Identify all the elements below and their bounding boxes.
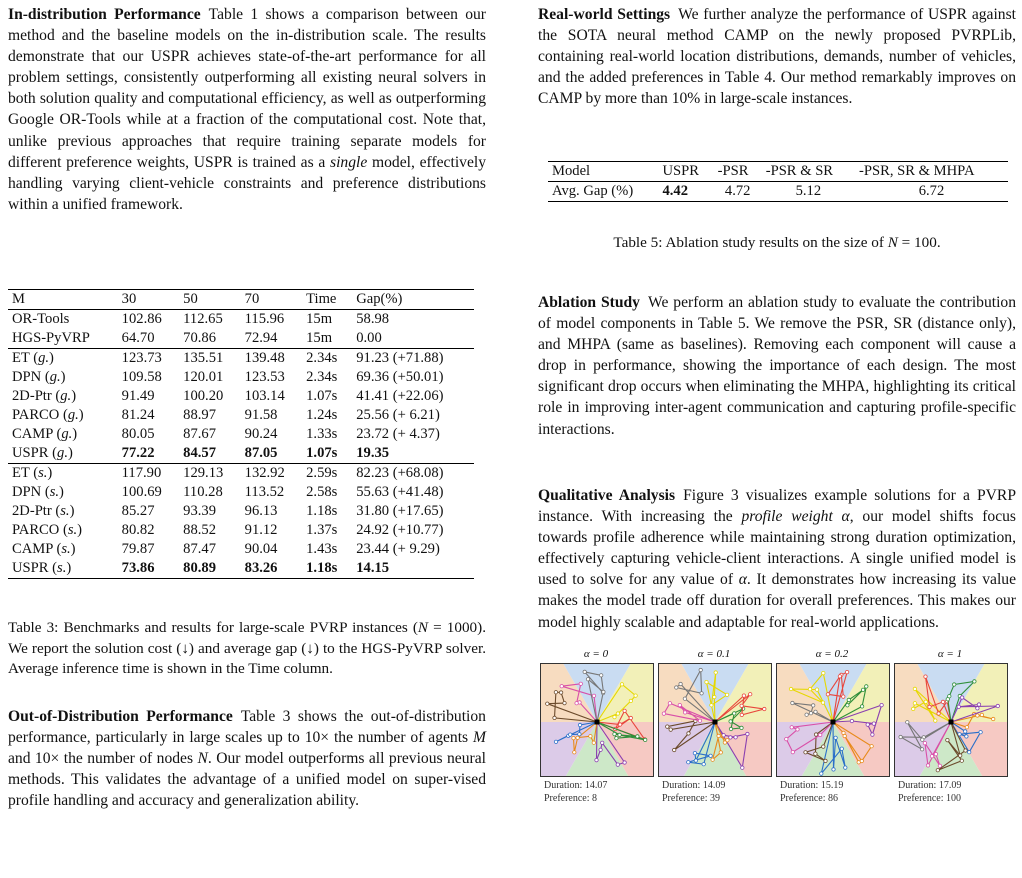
figure-client-node	[790, 726, 793, 729]
figure-preference-label: Preference: 8	[544, 793, 598, 804]
figure-client-node	[880, 703, 883, 706]
figure-client-node	[934, 752, 937, 755]
figure-panel-plot	[658, 663, 772, 777]
figure-client-node	[822, 671, 825, 674]
figure-client-node	[923, 741, 926, 744]
figure-client-node	[714, 671, 717, 674]
figure-panel-title: α = 0.2	[815, 648, 849, 660]
figure-client-node	[866, 723, 869, 726]
figure-client-node	[936, 769, 939, 772]
figure-client-node	[960, 696, 963, 699]
figure-client-node	[634, 694, 637, 697]
figure-client-node	[687, 761, 690, 764]
table-5-caption: Table 5: Ablation study results on the size of N = 100.	[613, 234, 941, 251]
figure-client-node	[899, 735, 902, 738]
figure-client-node	[554, 740, 557, 743]
figure-client-node	[740, 726, 743, 729]
figure-client-node	[746, 732, 749, 735]
figure-client-node	[662, 712, 665, 715]
ablation-heading: Ablation Study	[538, 294, 640, 311]
figure-client-node	[865, 685, 868, 688]
figure-client-node	[913, 687, 916, 690]
figure-client-node	[602, 690, 605, 693]
figure-client-node	[957, 705, 960, 708]
figure-client-node	[613, 715, 616, 718]
figure-client-node	[976, 714, 979, 717]
table-3-row: ET (s.) 117.90 129.13 132.92 2.59s 82.23 (+68.08)	[8, 464, 474, 484]
figure-depot	[831, 720, 836, 725]
figure-client-node	[846, 704, 849, 707]
figure-client-node	[844, 766, 847, 769]
figure-client-node	[553, 716, 556, 719]
figure-panel-title: α = 1	[937, 648, 963, 660]
figure-client-node	[812, 704, 815, 707]
figure-client-node	[840, 747, 843, 750]
table-5-header-row: Model USPR -PSR -PSR & SR -PSR, SR & MHPA	[548, 162, 1008, 182]
table-5	[548, 161, 1008, 202]
figure-client-node	[734, 736, 737, 739]
figure-client-node	[928, 705, 931, 708]
figure-client-node	[860, 759, 863, 762]
real-world-heading: Real-world Settings	[538, 6, 671, 23]
table-3-row: CAMP (s.) 79.87 87.47 90.04 1.43s 23.44 (+ 9.29)	[12, 541, 440, 557]
figure-client-node	[729, 720, 732, 723]
figure-client-node	[871, 733, 874, 736]
figure-client-node	[618, 723, 621, 726]
figure-client-node	[912, 707, 915, 710]
figure-client-node	[809, 712, 812, 715]
figure-client-node	[964, 749, 967, 752]
figure-client-node	[948, 695, 951, 698]
figure-client-node	[953, 683, 956, 686]
figure-client-node	[629, 699, 632, 702]
figure-client-node	[992, 717, 995, 720]
figure-client-node	[572, 736, 575, 739]
figure-client-node	[546, 702, 549, 705]
figure-client-node	[576, 736, 579, 739]
figure-client-node	[870, 745, 873, 748]
figure-client-node	[740, 704, 743, 707]
figure-client-node	[814, 752, 817, 755]
figure-client-node	[934, 719, 937, 722]
figure-client-node	[563, 701, 566, 704]
figure-client-node	[913, 702, 916, 705]
figure-panel-title: α = 0	[583, 648, 609, 660]
figure-client-node	[709, 754, 712, 757]
figure-client-node	[592, 694, 595, 697]
figure-client-node	[814, 710, 817, 713]
figure-client-node	[717, 734, 720, 737]
figure-client-node	[589, 735, 592, 738]
figure-client-node	[644, 738, 647, 741]
figure-client-node	[740, 713, 743, 716]
table-3-row: 2D-Ptr (s.) 85.27 93.39 96.13 1.18s 31.80 (+17.65)	[12, 503, 444, 519]
qualitative-paragraph: Qualitative Analysis Figure 3 visualizes example solutions for a PVRP instance. With increasing the profile weight α, our model shifts focus towards profile adherence while maintaining strong duration optimization, effectively capturing vehicle-client interactions. A single unified model is used to solve for any value of α. It demonstrates how increasing its value makes the model trade off duration for overall preferences. This makes our model highly scalable and adaptable for real-world applications.	[538, 487, 1017, 631]
figure-client-node	[847, 698, 850, 701]
figure-client-node	[742, 694, 745, 697]
table-3-row: CAMP (g.) 80.05 87.67 90.24 1.33s 23.72 (+ 4.37)	[12, 426, 440, 442]
figure-panel-plot	[776, 663, 890, 777]
figure-client-node	[973, 680, 976, 683]
figure-client-node	[749, 693, 752, 696]
figure-client-node	[679, 682, 682, 685]
figure-client-node	[700, 692, 703, 695]
figure-client-node	[804, 751, 807, 754]
table-5-row: Avg. Gap (%) 4.42 4.72 5.12 6.72	[548, 182, 1008, 202]
figure-client-node	[698, 719, 701, 722]
figure-client-node	[805, 713, 808, 716]
figure-client-node	[573, 751, 576, 754]
figure-client-node	[675, 686, 678, 689]
figure-client-node	[592, 741, 595, 744]
figure-client-node	[977, 703, 980, 706]
figure-client-node	[921, 738, 924, 741]
figure-client-node	[820, 772, 823, 775]
figure-client-node	[980, 713, 983, 716]
figure-client-node	[937, 712, 940, 715]
figure-preference-label: Preference: 100	[898, 793, 962, 804]
figure-client-node	[586, 678, 589, 681]
figure-client-node	[938, 764, 941, 767]
figure-client-node	[687, 732, 690, 735]
figure-client-node	[814, 733, 817, 736]
figure-client-node	[613, 732, 616, 735]
figure-client-node	[595, 758, 598, 761]
figure-client-node	[699, 668, 702, 671]
figure-client-node	[601, 741, 604, 744]
figure-client-node	[694, 759, 697, 762]
figure-client-node	[578, 723, 581, 726]
figure-client-node	[560, 685, 563, 688]
figure-client-node	[575, 702, 578, 705]
figure-client-node	[964, 730, 967, 733]
in-distribution-paragraph: In-distribution Performance Table 1 shows a comparison between our method and the baseline models on the in-distribution scale. The results demonstrate that our USPR achieves state-of-the-art performance for all problem settings, consistently outperforming all existing neural solvers in both solution quality and computational efficiency, as well as outperforming Google OR-Tools while at a fraction of the computational cost. Note that, unlike previous approaches that require training separate models for different preference weights, USPR is trained as a single model, effectively handling varying client-vehicle constraints and preference distributions within a unified framework.	[8, 6, 487, 213]
figure-client-node	[959, 754, 962, 757]
figure-client-node	[821, 701, 824, 704]
ablation-paragraph: Ablation Study We perform an ablation study to evaluate the contribution of model components in Table 5. We remove the PSR, SR (distance only), and MHPA (same as baselines). Removing each component will cause a drop in performance, showing the importance of each design. The most significant drop occurs when eliminating the MHPA, highlighting its critical role in improving inter-agent communication and capturing profile-specific interactions.	[538, 294, 1016, 438]
figure-client-node	[872, 722, 875, 725]
figure-client-node	[826, 693, 829, 696]
figure-depot	[949, 720, 954, 725]
figure-client-node	[711, 758, 714, 761]
figure-client-node	[683, 697, 686, 700]
figure-duration-label: Duration: 14.07	[544, 780, 608, 791]
figure-client-node	[693, 751, 696, 754]
figure-client-node	[554, 691, 557, 694]
figure-client-node	[960, 759, 963, 762]
table-3-row: PARCO (s.) 80.82 88.52 91.12 1.37s 24.92 (+10.77)	[12, 522, 444, 538]
figure-client-node	[702, 763, 705, 766]
figure-client-node	[725, 693, 728, 696]
figure-preference-label: Preference: 86	[780, 793, 839, 804]
figure-client-node	[713, 695, 716, 698]
figure-client-node	[623, 709, 626, 712]
figure-duration-label: Duration: 17.09	[898, 780, 962, 791]
figure-client-node	[845, 670, 848, 673]
figure-panel-plot	[540, 663, 654, 777]
figure-client-node	[850, 719, 853, 722]
figure-client-node	[941, 700, 944, 703]
figure-client-node	[920, 748, 923, 751]
in-distribution-heading: In-distribution Performance	[8, 6, 201, 23]
figure-client-node	[832, 768, 835, 771]
figure-3	[540, 648, 1018, 876]
figure-client-node	[666, 725, 669, 728]
figure-client-node	[968, 751, 971, 754]
figure-client-node	[965, 726, 968, 729]
figure-client-node	[842, 695, 845, 698]
figure-client-node	[785, 737, 788, 740]
table-3-row: ET (g.) 123.73 135.51 139.48 2.34s 91.23 (+71.88)	[8, 349, 474, 369]
table-3-row: USPR (g.) 77.22 84.57 87.05 1.07s 19.35	[12, 445, 390, 461]
figure-client-node	[599, 748, 602, 751]
figure-client-node	[924, 675, 927, 678]
figure-client-node	[705, 680, 708, 683]
figure-client-node	[808, 688, 811, 691]
figure-client-node	[819, 733, 822, 736]
table-3-row: 2D-Ptr (g.) 91.49 100.20 103.14 1.07s 41.41 (+22.06)	[12, 388, 444, 404]
qualitative-heading: Qualitative Analysis	[538, 487, 676, 504]
table-3	[8, 289, 474, 579]
table-3-row: DPN (g.) 109.58 120.01 123.53 2.34s 69.36 (+50.01)	[12, 369, 444, 385]
figure-client-node	[796, 728, 799, 731]
figure-client-node	[843, 734, 846, 737]
figure-client-node	[946, 738, 949, 741]
table-3-row: USPR (s.) 73.86 80.89 83.26 1.18s 14.15	[8, 559, 474, 579]
figure-client-node	[834, 736, 837, 739]
figure-client-node	[860, 705, 863, 708]
figure-client-node	[579, 682, 582, 685]
figure-panel-plot	[894, 663, 1008, 777]
figure-client-node	[559, 691, 562, 694]
figure-depot	[595, 720, 600, 725]
figure-panel-title: α = 0.1	[697, 648, 731, 660]
figure-client-node	[620, 683, 623, 686]
figure-client-node	[838, 675, 841, 678]
figure-client-node	[815, 688, 818, 691]
figure-client-node	[569, 733, 572, 736]
out-of-distribution-paragraph: Out-of-Distribution Performance Table 3 shows the out-of-distribution performance, particularly in large scales up to 10× the number of agents M and 10× the number of nodes N. Our model outperforms all previous neural methods. This validates the advantage of a unified model on super-vised profile handling and accuracy and generalization ability.	[8, 708, 486, 810]
figure-client-node	[668, 702, 671, 705]
figure-client-node	[636, 735, 639, 738]
table-3-row: OR-Tools 102.86 112.65 115.96 15m 58.98	[8, 310, 474, 330]
figure-client-node	[930, 755, 933, 758]
figure-client-node	[618, 733, 621, 736]
figure-client-node	[791, 750, 794, 753]
figure-client-node	[723, 741, 726, 744]
figure-client-node	[976, 707, 979, 710]
figure-client-node	[683, 711, 686, 714]
figure-client-node	[615, 737, 618, 740]
figure-client-node	[926, 764, 929, 767]
figure-client-node	[629, 716, 632, 719]
figure-client-node	[673, 748, 676, 751]
figure-client-node	[763, 707, 766, 710]
figure-client-node	[578, 733, 581, 736]
figure-client-node	[791, 701, 794, 704]
figure-depot	[713, 720, 718, 725]
figure-client-node	[979, 731, 982, 734]
figure-client-node	[924, 700, 927, 703]
figure-client-node	[965, 735, 968, 738]
figure-client-node	[733, 712, 736, 715]
table-3-row: PARCO (g.) 81.24 88.97 91.58 1.24s 25.56 (+ 6.21)	[12, 407, 440, 423]
figure-client-node	[669, 728, 672, 731]
table-3-header-row: M 30 50 70 Time Gap(%)	[8, 290, 474, 310]
table-3-caption: Table 3: Benchmarks and results for large-scale PVRP instances (N = 1000). We report the solution cost (↓) and average gap (↓) to the HGS-PyVRP solver. Average inference time is shown in the Time column.	[8, 619, 486, 677]
figure-client-node	[996, 704, 999, 707]
figure-client-node	[719, 751, 722, 754]
figure-client-node	[600, 674, 603, 677]
figure-client-node	[623, 761, 626, 764]
table-3-row: DPN (s.) 100.69 110.28 113.52 2.58s 55.63 (+41.48)	[12, 484, 444, 500]
figure-duration-label: Duration: 14.09	[662, 780, 726, 791]
out-of-distribution-heading: Out-of-Distribution Performance	[8, 708, 233, 725]
figure-client-node	[583, 670, 586, 673]
figure-preference-label: Preference: 39	[662, 793, 721, 804]
figure-client-node	[861, 688, 864, 691]
figure-client-node	[616, 712, 619, 715]
figure-client-node	[906, 721, 909, 724]
real-world-paragraph: Real-world Settings We further analyze the performance of USPR against the SOTA neural method CAMP on the newly proposed PVRPLib, containing real-world location distributions, demands, number of vehicles, and the added preferences in Table 4. Our method remarkably improves on CAMP by more than 10% in large-scale instances.	[538, 6, 1016, 108]
figure-duration-label: Duration: 15.19	[780, 780, 844, 791]
figure-client-node	[741, 766, 744, 769]
figure-client-node	[824, 759, 827, 762]
figure-client-node	[729, 736, 732, 739]
figure-client-node	[678, 703, 681, 706]
figure-client-node	[789, 687, 792, 690]
figure-client-node	[729, 727, 732, 730]
figure-client-node	[616, 763, 619, 766]
figure-client-node	[710, 704, 713, 707]
figure-client-node	[822, 745, 825, 748]
table-3-row: HGS-PyVRP 64.70 70.86 72.94 15m 0.00	[12, 330, 382, 346]
